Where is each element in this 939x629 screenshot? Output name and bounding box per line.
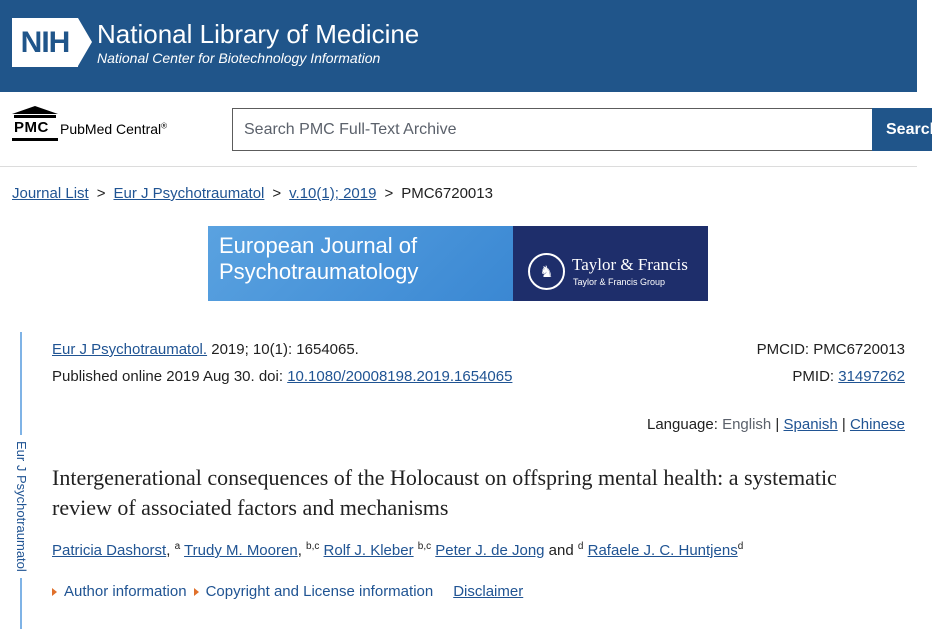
expand-triangle-icon [194, 588, 199, 596]
journal-rail-label[interactable]: Eur J Psychotraumatol [14, 441, 29, 572]
expand-triangle-icon [52, 588, 57, 596]
author-affiliation: d [737, 541, 744, 552]
pmid-line: PMID: 31497262 [792, 368, 905, 385]
language-current: English [722, 416, 772, 433]
publisher-name: Taylor & Francis [572, 255, 688, 274]
pmid-link[interactable]: 31497262 [838, 368, 905, 385]
author-information-toggle[interactable]: Author information [64, 583, 187, 600]
citation-line-1 [52, 336, 512, 363]
nih-arrow-icon [78, 18, 92, 66]
nlm-title[interactable]: National Library of Medicine [97, 19, 420, 49]
publisher-lamp-icon: ♞ [528, 253, 565, 290]
article-info-links [52, 583, 523, 600]
doi-link[interactable]: 10.1080/20008198.2019.1654065 [287, 368, 513, 385]
breadcrumb-separator: > [384, 185, 394, 202]
language-label: Language: [646, 416, 723, 433]
breadcrumb-separator: > [272, 185, 282, 202]
banner-journal-title: European Journal of Psychotraumatology [219, 233, 419, 284]
search-button[interactable]: Search [872, 108, 932, 151]
author-link[interactable]: Patricia Dashorst [52, 542, 167, 559]
publisher-group: Taylor & Francis Group [573, 277, 666, 287]
pmc-logo-text: PMC [14, 119, 49, 136]
author-affiliation: a [174, 541, 181, 552]
nlm-subtitle: National Center for Biotechnology Information [97, 50, 381, 66]
copyright-license-toggle[interactable]: Copyright and License information [205, 583, 434, 600]
citation-journal-link[interactable]: Eur J Psychotraumatol. [52, 341, 208, 358]
author-link[interactable]: Rafaele J. C. Huntjens [587, 542, 738, 559]
breadcrumb-issue[interactable]: v.10(1); 2019 [289, 185, 377, 202]
search-input[interactable] [232, 108, 872, 151]
citation [52, 336, 512, 390]
language-chinese[interactable]: Chinese [849, 416, 905, 433]
article-title: Intergenerational consequences of the Holocaust on offspring mental health: a systematic review of associated factors and mechanisms [52, 465, 837, 520]
pmcid: PMCID: PMC6720013 [756, 341, 905, 358]
breadcrumb-journal-list[interactable]: Journal List [12, 185, 89, 202]
pmc-name: PubMed Central® [60, 121, 168, 137]
breadcrumb-current: PMC6720013 [401, 185, 493, 202]
citation-details: 2019; 10(1): 1654065. [207, 341, 359, 358]
breadcrumb [12, 185, 493, 202]
pmc-logo[interactable] [12, 106, 167, 142]
publisher-logo [513, 226, 708, 301]
article-ids [757, 336, 905, 390]
language-spanish[interactable]: Spanish [783, 416, 838, 433]
disclaimer-link[interactable]: Disclaimer [453, 583, 524, 600]
author-affiliation: b,c [417, 541, 432, 552]
language-selector: Language: English | Spanish | Chinese [646, 416, 905, 433]
journal-banner[interactable] [208, 226, 708, 301]
citation-line-2 [52, 363, 512, 390]
nih-logo[interactable] [12, 18, 92, 67]
author-link[interactable]: Peter J. de Jong [435, 542, 545, 559]
author-link[interactable]: Rolf J. Kleber [323, 542, 414, 559]
pmc-building-icon [12, 106, 58, 142]
author-list: Patricia Dashorst, $^a$ Trudy M. Mooren, $^{b,c}$ Rolf J. Kleber $^{b,c}$ Peter J. de Jong and $^d$ Rafaele J. C. Huntjens$^d$ [52, 541, 744, 559]
breadcrumb-journal[interactable]: Eur J Psychotraumatol [113, 185, 265, 202]
author-affiliation: b,c [306, 541, 320, 552]
published-online: Published online 2019 Aug 30. doi: [52, 368, 288, 385]
nlm-header [0, 0, 917, 92]
author-affiliation: d [577, 541, 584, 552]
nih-logo-text: NIH [12, 18, 78, 67]
divider [0, 166, 917, 167]
journal-rail-line [20, 578, 22, 629]
author-link[interactable]: Trudy M. Mooren [184, 542, 298, 559]
journal-rail-line [20, 332, 22, 435]
breadcrumb-separator: > [96, 185, 106, 202]
